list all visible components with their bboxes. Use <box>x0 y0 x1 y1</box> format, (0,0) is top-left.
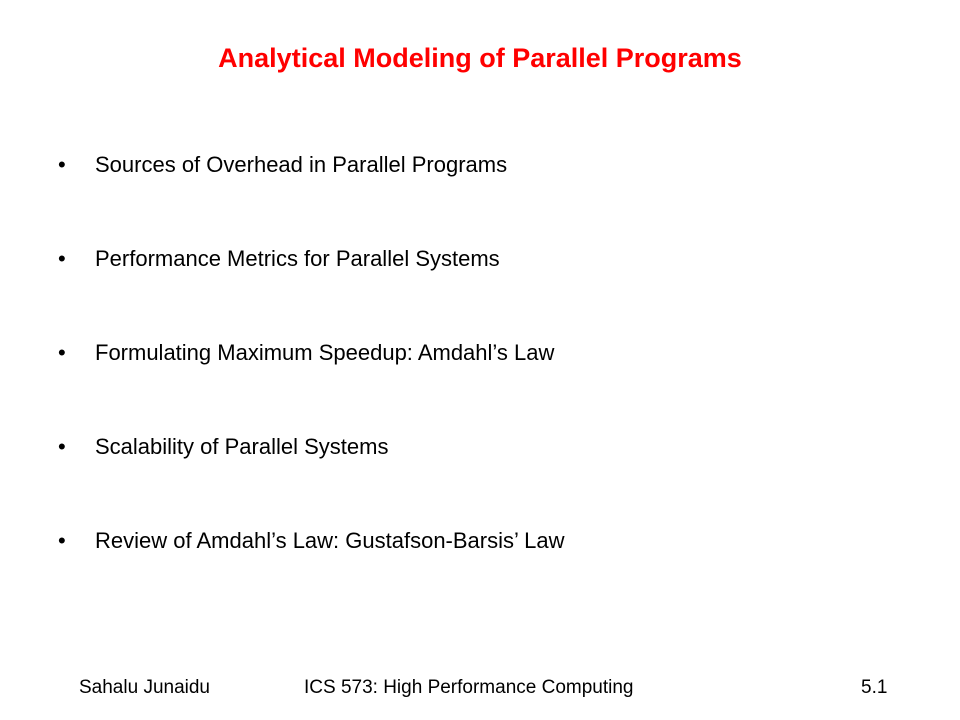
bullet-icon: • <box>58 246 66 271</box>
bullet-icon: • <box>58 434 66 459</box>
bullet-text: Formulating Maximum Speedup: Amdahl’s Law <box>95 340 555 365</box>
bullet-text: Performance Metrics for Parallel Systems <box>95 246 500 271</box>
footer-course: ICS 573: High Performance Computing <box>304 677 634 698</box>
bullet-icon: • <box>58 340 66 365</box>
slide-title: Analytical Modeling of Parallel Programs <box>218 43 742 73</box>
bullet-icon: • <box>58 152 66 177</box>
bullet-text: Sources of Overhead in Parallel Programs <box>95 152 508 177</box>
bullet-text: Scalability of Parallel Systems <box>95 434 389 459</box>
bullet-text: Review of Amdahl’s Law: Gustafson-Barsis’ Law <box>95 528 565 553</box>
footer-author: Sahalu Junaidu <box>79 677 210 698</box>
footer-slide-number: 5.1 <box>861 677 888 698</box>
bullet-icon: • <box>58 528 66 553</box>
